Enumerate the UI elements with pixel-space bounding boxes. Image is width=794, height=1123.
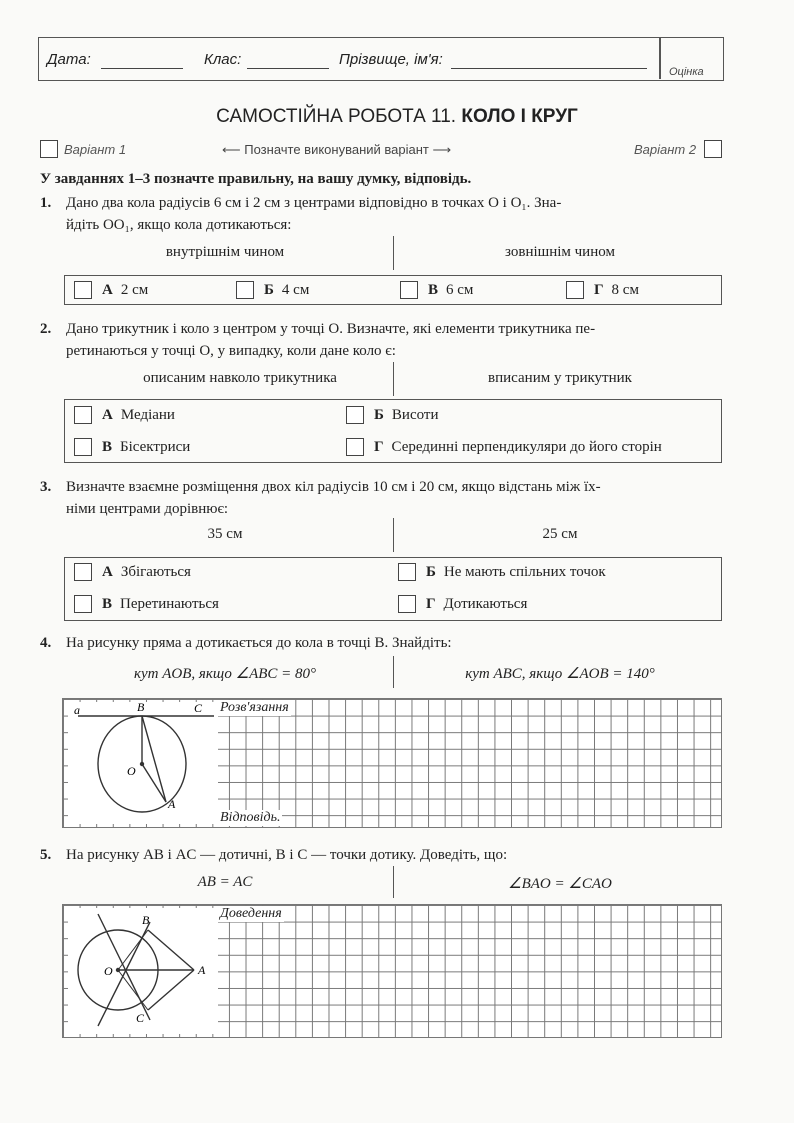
task1-line2: йдіть OO₁, якщо кола дотикаються: (66, 217, 292, 233)
task5-col2: ∠BAO = ∠CAO (508, 876, 612, 892)
task5-proof-label: Доведення (220, 906, 282, 921)
fig4-label-b: B (137, 700, 145, 714)
variant-hint: ⟵ Позначте виконуваний варіант ⟶ (222, 142, 452, 157)
task2-option-a-checkbox[interactable] (74, 406, 92, 424)
task3-option-a-checkbox[interactable] (74, 563, 92, 581)
fig4-label-c: C (194, 701, 203, 715)
task2-number: 2. (40, 321, 52, 337)
center-o (140, 762, 144, 766)
task1-option-b-checkbox[interactable] (236, 281, 254, 299)
student-header (38, 37, 724, 81)
task1-col2: зовнішнім чином (505, 244, 615, 260)
fig4-label-a: A (168, 797, 176, 811)
fig4-label-a-line: a (74, 703, 80, 717)
class-field[interactable] (247, 68, 329, 69)
task5-figure (62, 904, 222, 1038)
task1-col1: внутрішнім чином (165, 244, 285, 260)
task4-col1: кут AOB, якщо ∠ABC = 80° (133, 666, 317, 682)
variant1-checkbox[interactable] (40, 140, 58, 158)
task2-col2: вписаним у трикутник (488, 370, 632, 386)
task3-line2: німи центрами дорівнює: (66, 501, 229, 517)
fig5-label-o: O (104, 964, 113, 978)
task3-line1: Визначте взаємне розміщення двох кіл радіусів 10 см і 20 см, якщо відстань між їх- (66, 479, 601, 495)
grade-label: Оцінка (669, 66, 704, 78)
task2-option-c-checkbox[interactable] (74, 438, 92, 456)
name-label: Прізвище, ім'я: (339, 51, 443, 68)
task2-option-b-checkbox[interactable] (346, 406, 364, 424)
date-field[interactable] (101, 68, 183, 69)
class-label: Клас: (204, 51, 242, 68)
variant1-label: Варіант 1 (64, 142, 127, 157)
task3-col1: 35 см (207, 526, 243, 542)
task4-answer-label: Відповідь. (220, 810, 281, 825)
variant2-checkbox[interactable] (704, 140, 722, 158)
fig5-label-c: C (136, 1011, 145, 1025)
task2-line1: Дано трикутник і коло з центром у точці O. Визначте, які елементи трикутника пе- (66, 321, 596, 337)
task3-number: 3. (40, 479, 52, 495)
task4-solution-label: Розв'язання (220, 700, 289, 715)
fig4-label-o: O (127, 764, 136, 778)
page-title: САМОСТІЙНА РОБОТА 11. КОЛО І КРУГ (216, 106, 578, 127)
task1-option-c-checkbox[interactable] (400, 281, 418, 299)
task3-col2: 25 см (542, 526, 578, 542)
task5-col1: AB = AC (197, 874, 253, 890)
task4-line1: На рисунку пряма a дотикається до кола в точці B. Знайдіть: (66, 635, 452, 651)
variant2-label: Варіант 2 (634, 142, 697, 157)
date-label: Дата: (47, 51, 91, 68)
task4-number: 4. (40, 635, 52, 651)
center-o (116, 968, 120, 972)
task3-option-b-checkbox[interactable] (398, 563, 416, 581)
task3-option-d-checkbox[interactable] (398, 595, 416, 613)
task2-option-d-checkbox[interactable] (346, 438, 364, 456)
name-field[interactable] (451, 68, 647, 69)
task1-line1: Дано два кола радіусів 6 см і 2 см з центрами відповідно в точках O і O₁. Зна- (66, 195, 562, 211)
instruction: У завданнях 1–3 позначте правильну, на вашу думку, відповідь. (40, 171, 472, 187)
task1-number: 1. (40, 195, 52, 211)
task5-line1: На рисунку AB і AC — дотичні, B і C — точки дотику. Доведіть, що: (66, 847, 508, 863)
task1-option-d-checkbox[interactable] (566, 281, 584, 299)
task1-option-a-checkbox[interactable] (74, 281, 92, 299)
task5-number: 5. (40, 847, 52, 863)
task2-line2: ретинаються у точці O, у випадку, коли дане коло є: (66, 343, 396, 359)
fig5-label-b: B (142, 913, 150, 927)
task3-option-c-checkbox[interactable] (74, 595, 92, 613)
fig5-label-a: A (198, 963, 206, 977)
task4-col2: кут ABC, якщо ∠AOB = 140° (465, 666, 655, 682)
task2-col1: описаним навколо трикутника (143, 370, 337, 386)
task4-figure (62, 698, 222, 828)
